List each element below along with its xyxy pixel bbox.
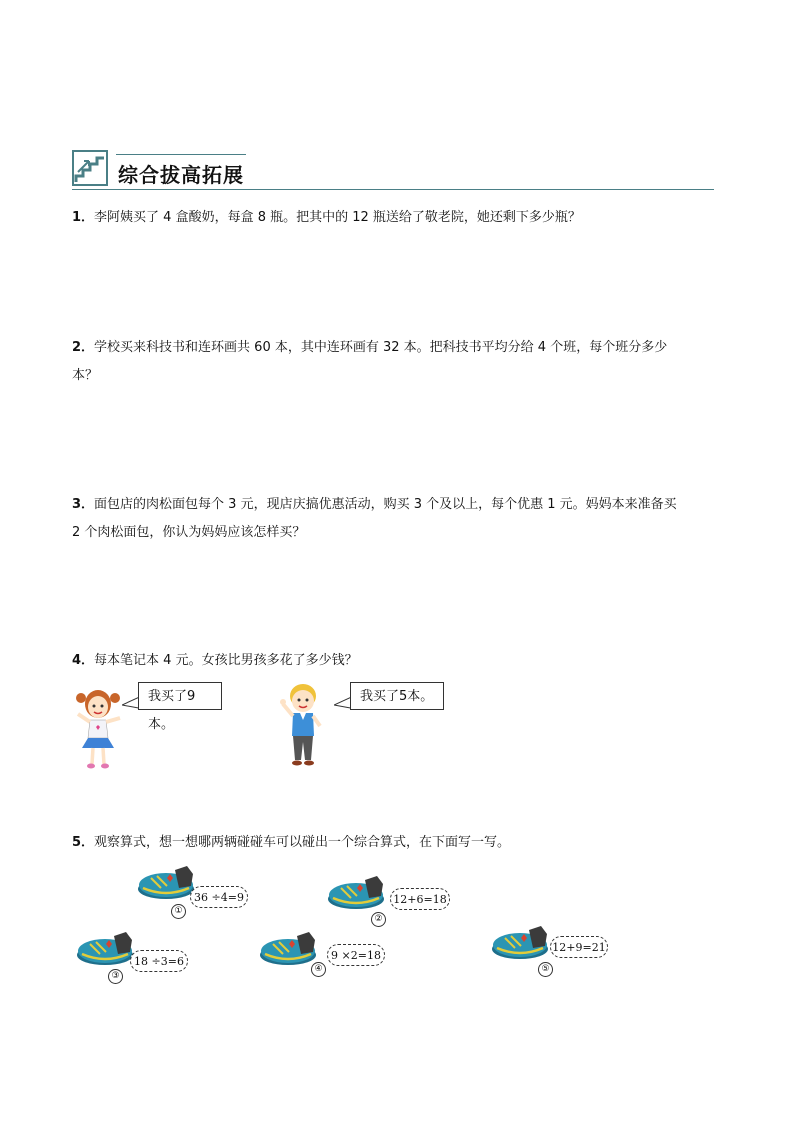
bumper-car-icon [327,872,387,910]
question-number: 4． [72,653,95,668]
question-1 [72,204,722,232]
car-number-label: ① [171,904,186,919]
question-number: 2． [72,340,95,355]
header-top-rule [116,154,246,155]
question-number: 3． [72,497,95,512]
question-3 [72,491,722,547]
equation-box: 9 ×2=18 [327,944,385,966]
header-bottom-rule [72,189,714,190]
equation-box: 12+9=21 [550,936,608,958]
question-5 [72,829,722,857]
car-number-label: ④ [311,962,326,977]
question-text: 李阿姨买了 4 盒酸奶，每盒 8 瓶。把其中的 12 瓶送给了敬老院，她还剩下多少瓶？ [94,210,581,225]
car-number-label: ⑤ [538,962,553,977]
boy-speech-bubble: 我买了5本。 [350,682,444,710]
question-text: 面包店的肉松面包每个 3 元，现店庆搞优惠活动，购买 3 个及以上，每个优惠 1 元。妈妈本来准备买 [94,497,677,512]
girl-illustration [72,684,128,770]
question-text: 观察算式，想一想哪两辆碰碰车可以碰出一个综合算式，在下面写一写。 [94,835,511,850]
question-number: 5． [72,835,95,850]
equation-box: 18 ÷3=6 [130,950,188,972]
question-text: 学校买来科技书和连环画共 60 本，其中连环画有 32 本。把科技书平均分给 4 个班，每个班分多少 [94,340,668,355]
question-number: 1． [72,210,95,225]
car-number-label: ③ [108,969,123,984]
bumper-car-icon [491,922,551,960]
girl-speech-bubble: 我买了9本。 [138,682,222,710]
car-number-label: ② [371,912,386,927]
bumper-car-icon [137,862,197,900]
stairs-icon [72,150,108,186]
equation-box: 36 ÷4=9 [190,886,248,908]
boy-illustration [278,680,328,770]
equation-box: 12+6=18 [390,888,450,910]
question-4 [72,647,722,675]
question-text-continued: 本？ [72,368,99,383]
bumper-car-icon [76,928,136,966]
question-text-continued: 2 个肉松面包，你认为妈妈应该怎样买？ [72,525,306,540]
bumper-car-icon [259,928,319,966]
question-text: 每本笔记本 4 元。女孩比男孩多花了多少钱？ [94,653,358,668]
section-title: 综合拔高拓展 [118,163,244,187]
question-2 [72,334,722,390]
